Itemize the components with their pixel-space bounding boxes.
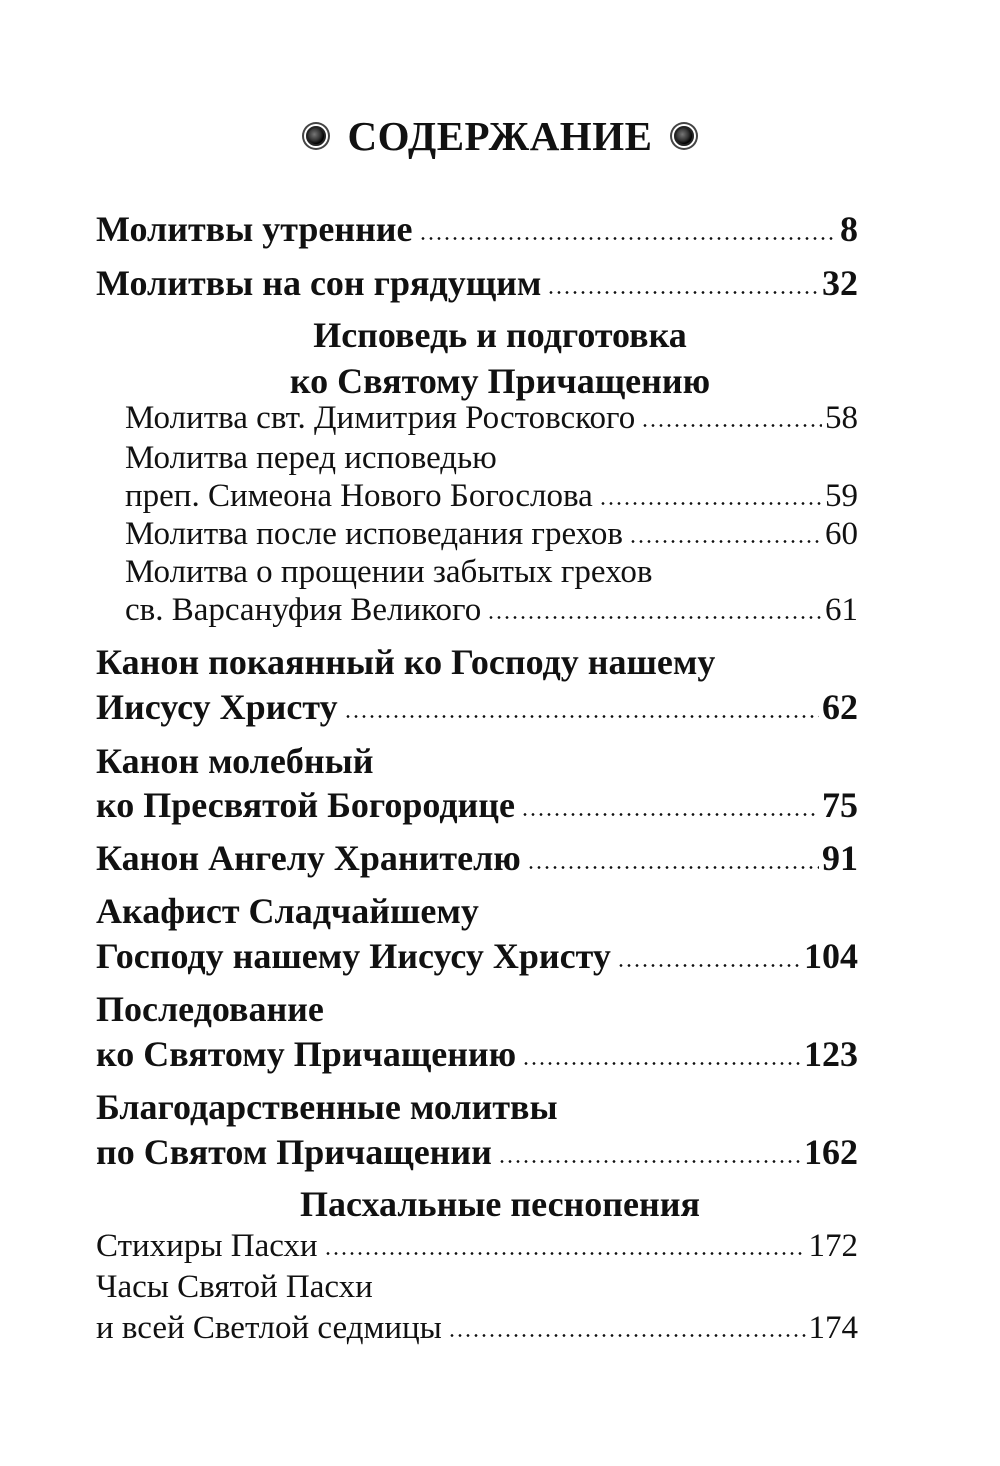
dot-leader bbox=[448, 1331, 806, 1338]
ornament-right-icon bbox=[674, 126, 694, 146]
toc-entry-theotokos-canon[interactable] bbox=[96, 784, 858, 826]
heading-text: СОДЕРЖАНИЕ bbox=[347, 113, 653, 159]
entry-title: Господу нашему Иисусу Христу bbox=[96, 936, 611, 976]
entry-title: св. Варсануфия Великого bbox=[125, 592, 482, 628]
entry-title: ко Пресвятой Богородице bbox=[96, 785, 515, 825]
entry-page-number: 123 bbox=[804, 1034, 858, 1074]
ornament-left-icon bbox=[306, 126, 326, 146]
dot-leader bbox=[419, 234, 837, 241]
dot-leader bbox=[599, 499, 822, 506]
toc-subentry-after-confession[interactable] bbox=[125, 516, 858, 553]
entry-page-number: 60 bbox=[825, 516, 858, 552]
toc-entry-guardian-angel-canon[interactable] bbox=[96, 837, 858, 879]
entry-title: ко Святому Причащению bbox=[96, 1034, 517, 1074]
dot-leader bbox=[547, 288, 819, 295]
toc-entry-communion-rule-line1: Последование bbox=[96, 989, 324, 1029]
dot-leader bbox=[617, 961, 801, 968]
entry-page-number: 174 bbox=[808, 1310, 858, 1346]
entry-page-number: 61 bbox=[825, 592, 858, 628]
toc-entry-akathist[interactable] bbox=[96, 935, 858, 977]
entry-title: Молитва после исповедания грехов bbox=[125, 516, 623, 552]
entry-page-number: 59 bbox=[825, 478, 858, 514]
dot-leader bbox=[324, 1249, 806, 1256]
entry-page-number: 172 bbox=[808, 1228, 858, 1264]
entry-page-number: 91 bbox=[822, 838, 858, 878]
contents-heading bbox=[0, 112, 1000, 160]
dot-leader bbox=[521, 810, 819, 817]
dot-leader bbox=[498, 1157, 801, 1164]
toc-entry-paschal-hours-line1: Часы Святой Пасхи bbox=[96, 1269, 373, 1305]
toc-entry-communion-rule[interactable] bbox=[96, 1033, 858, 1075]
toc-entry-paschal-hours[interactable] bbox=[96, 1310, 858, 1347]
entry-title: Канон Ангелу Хранителю bbox=[96, 838, 521, 878]
dot-leader bbox=[344, 712, 819, 719]
entry-title: Иисусу Христу bbox=[96, 687, 338, 727]
entry-title: и всей Светлой седмицы bbox=[96, 1310, 442, 1346]
toc-entry-paschal-stichera[interactable] bbox=[96, 1228, 858, 1265]
entry-title: преп. Симеона Нового Богослова bbox=[125, 478, 593, 514]
toc-entry-thanksgiving[interactable] bbox=[96, 1131, 858, 1173]
toc-entry-theotokos-canon-line1: Канон молебный bbox=[96, 741, 374, 781]
toc-entry-penitential-canon[interactable] bbox=[96, 686, 858, 728]
toc-entry-akathist-line1: Акафист Сладчайшему bbox=[96, 891, 479, 931]
entry-page-number: 58 bbox=[825, 400, 858, 436]
section-heading-confession-line2: ко Святому Причащению bbox=[289, 361, 711, 401]
toc-subentry-before-confession-line1: Молитва перед исповедью bbox=[125, 440, 497, 476]
section-heading-confession: Исповедь и подготовка bbox=[313, 315, 687, 355]
entry-title: Молитвы утренние bbox=[96, 209, 413, 249]
toc-entry-thanksgiving-line1: Благодарственные молитвы bbox=[96, 1087, 558, 1127]
entry-title: Молитвы на сон грядущим bbox=[96, 263, 542, 303]
toc-entry-morning-prayers[interactable] bbox=[96, 208, 858, 250]
toc-subentry-symeon[interactable] bbox=[125, 478, 858, 515]
entry-title: по Святом Причащении bbox=[96, 1132, 492, 1172]
entry-title: Стихиры Пасхи bbox=[96, 1228, 318, 1264]
toc-subentry-barsanuphius[interactable] bbox=[125, 592, 858, 629]
dot-leader bbox=[527, 863, 819, 870]
entry-page-number: 32 bbox=[822, 263, 858, 303]
entry-page-number: 62 bbox=[822, 687, 858, 727]
entry-title: Молитва свт. Димитрия Ростовского bbox=[125, 400, 636, 436]
entry-page-number: 75 bbox=[822, 785, 858, 825]
dot-leader bbox=[522, 1059, 801, 1066]
dot-leader bbox=[629, 537, 822, 544]
toc-subentry-forgotten-sins-line1: Молитва о прощении забытых грехов bbox=[125, 554, 653, 590]
entry-page-number: 162 bbox=[804, 1132, 858, 1172]
dot-leader bbox=[641, 421, 822, 428]
dot-leader bbox=[487, 613, 822, 620]
toc-subentry-dimitry[interactable] bbox=[125, 400, 858, 437]
toc-entry-penitential-canon-line1: Канон покаянный ко Господу нашему bbox=[96, 642, 716, 682]
entry-page-number: 8 bbox=[840, 209, 858, 249]
toc-entry-evening-prayers[interactable] bbox=[96, 262, 858, 304]
entry-page-number: 104 bbox=[804, 936, 858, 976]
section-heading-paschal: Пасхальные песнопения bbox=[300, 1184, 700, 1224]
